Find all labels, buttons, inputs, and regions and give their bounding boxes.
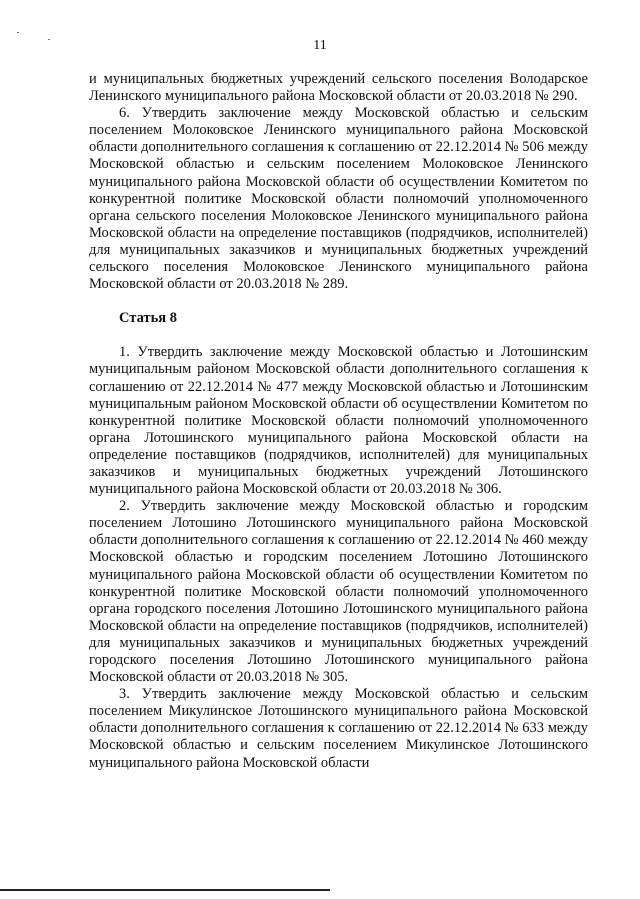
paragraph-item-6: 6. Утвердить заключение между Московской областью и сельским поселением Молоковское Ленинского муниципального района Московской области дополнительного соглашения к соглашению от 22.12.2014 № 506 между Московской областью и сельским поселением Молоковское Ленинского муниципального района Московской области об осуществлении Комитетом по конкурентной политике Московской области полномочий уполномоченного органа сельского поселения Молоковское Ленинского муниципального района Московской области на определение поставщиков (подрядчиков, исполнителей) для муниципальных заказчиков и муниципальных бюджетных учреждений сельского поселения Молоковское Ленинского муниципального района Московской области от 20.03.2018 № 289. <box>89 105 588 293</box>
paragraph-continuation: и муниципальных бюджетных учреждений сельского поселения Володарское Ленинского муниципального района Московской области от 20.03.2018 № 290. <box>89 71 588 105</box>
paragraph-item-2: 2. Утвердить заключение между Московской областью и городским поселением Лотошино Лотошинского муниципального района Московской области дополнительного соглашения к соглашению от 22.12.2014 № 460 между Московской областью и городским поселением Лотошино Лотошинского муниципального района Московской области об осуществлении Комитетом по конкурентной политике Московской области полномочий уполномоченного органа городского поселения Лотошино Лотошинского муниципального района Московской области на определение поставщиков (подрядчиков, исполнителей) для муниципальных заказчиков и муниципальных бюджетных учреждений городского поселения Лотошино Лотошинского муниципального района Московской области от 20.03.2018 № 305. <box>89 498 588 686</box>
scan-speck <box>17 32 19 33</box>
document-body <box>89 71 588 772</box>
paragraph-item-1: 1. Утвердить заключение между Московской областью и Лотошинским муниципальным районом Московской области дополнительного соглашения к соглашению от 22.12.2014 № 477 между Московской областью и Лотошинским муниципальным районом Московской области об осуществлении Комитетом по конкурентной политике Московской области полномочий уполномоченного органа Лотошинского муниципального района Московской области на определение поставщиков (подрядчиков, исполнителей) для муниципальных заказчиков и муниципальных бюджетных учреждений Лотошинского муниципального района Московской области от 20.03.2018 № 306. <box>89 344 588 498</box>
article-heading: Статья 8 <box>119 310 177 327</box>
page-number: 11 <box>313 38 327 53</box>
scan-bottom-edge <box>0 889 330 891</box>
paragraph-item-3: 3. Утвердить заключение между Московской областью и сельским поселением Микулинское Лотошинского муниципального района Московской области дополнительного соглашения к соглашению от 22.12.2014 № 633 между Московской областью и сельским поселением Микулинское Лотошинского муниципального района Московской области <box>89 686 588 771</box>
